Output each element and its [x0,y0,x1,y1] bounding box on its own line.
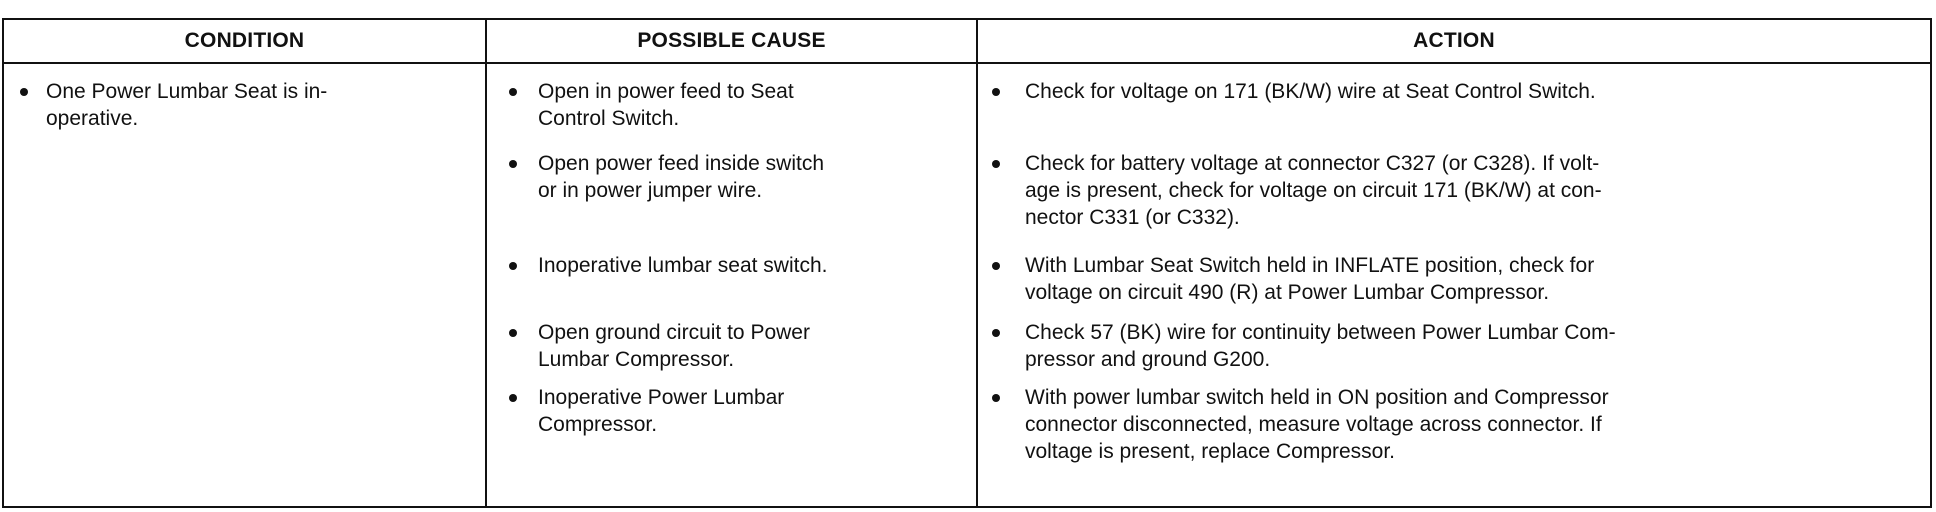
action-text: Check 57 (BK) wire for continuity between Power Lumbar Com- pressor and ground G200. [1025,321,1616,371]
bullet-icon [509,329,517,337]
action-text: Check for voltage on 171 (BK/W) wire at Seat Control Switch. [1025,80,1596,103]
action-item [978,78,1930,105]
bullet-icon [992,262,1000,270]
header-possible-cause: POSSIBLE CAUSE [487,20,978,62]
condition-cell [4,64,487,506]
header-action: ACTION [1413,29,1495,52]
cause-text: Inoperative Power Lumbar Compressor. [538,386,785,436]
bullet-icon [509,88,517,96]
bullet-icon [992,329,1000,337]
bullet-icon [509,262,517,270]
action-text: With power lumbar switch held in ON position and Compressor connector disconnected, measure voltage across connector. If voltage is present, replace Compressor. [1025,386,1609,463]
condition-item [4,78,485,132]
bullet-icon [992,88,1000,96]
bullet-icon [992,160,1000,168]
cause-item [487,252,976,279]
header-condition: CONDITION [4,20,487,62]
action-text: Check for battery voltage at connector C327 (or C328). If volt- age is present, check for voltage on circuit 171 (BK/W) at con- nector C331 (or C332). [1025,152,1602,229]
cause-text: Open ground circuit to Power Lumbar Compressor. [538,321,810,371]
bullet-icon [992,394,1000,402]
cause-item [487,384,976,438]
troubleshooting-table [2,18,1932,508]
table-body-row [4,64,1930,506]
cause-text: Open in power feed to Seat Control Switch. [538,80,794,130]
action-cell [978,64,1930,506]
action-item [978,384,1930,465]
action-text: With Lumbar Seat Switch held in INFLATE position, check for voltage on circuit 490 (R) at Power Lumbar Compressor. [1025,254,1595,304]
cause-text: Inoperative lumbar seat switch. [538,254,828,277]
bullet-icon [20,88,28,96]
action-item [978,252,1930,306]
cause-item [487,319,976,373]
action-item [978,150,1930,231]
condition-text: One Power Lumbar Seat is in- operative. [46,80,328,130]
cause-text: Open power feed inside switch or in power jumper wire. [538,152,824,202]
table-header-row [4,20,1930,64]
bullet-icon [509,160,517,168]
cause-item [487,150,976,204]
cause-item [487,78,976,132]
action-item [978,319,1930,373]
bullet-icon [509,394,517,402]
possible-cause-cell [487,64,978,506]
